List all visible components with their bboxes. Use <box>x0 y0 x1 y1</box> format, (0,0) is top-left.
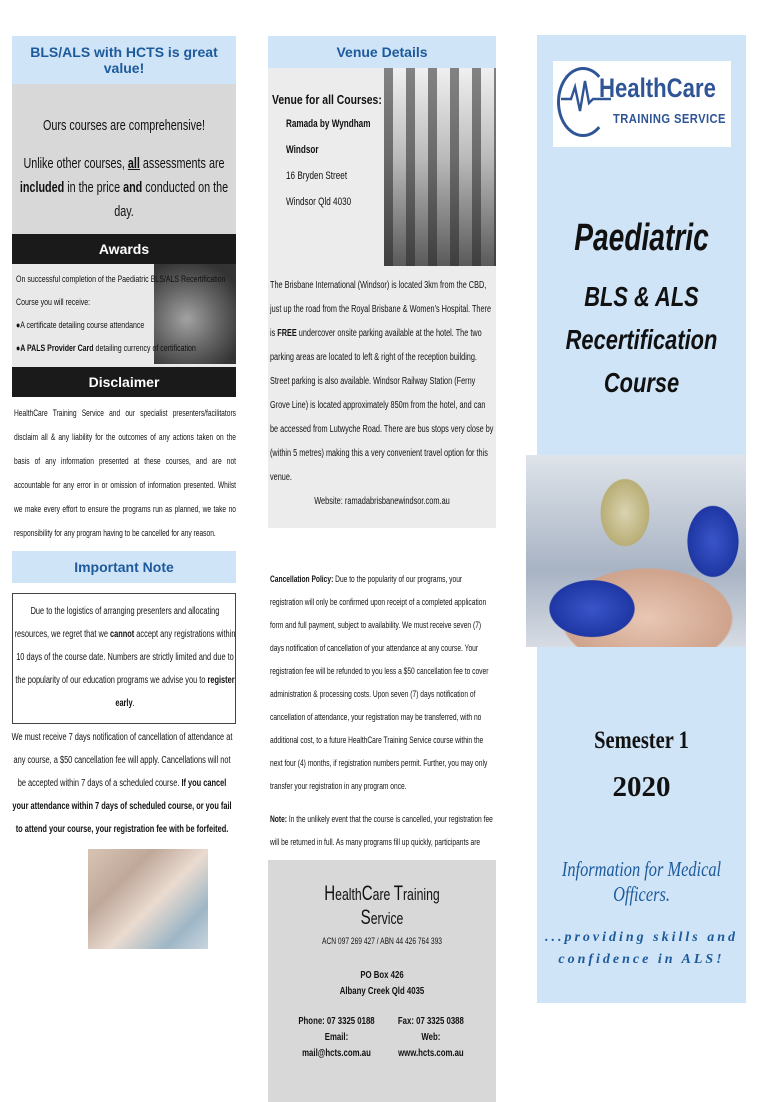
org-text-ervice: ervice <box>370 909 404 928</box>
free-parking: FREE <box>277 328 297 339</box>
assessments-text-2: assessments are <box>139 155 225 172</box>
resuscitation-photo <box>526 455 746 647</box>
org-letter-c: C <box>361 882 373 905</box>
cancellation-policy <box>270 568 496 798</box>
cancellation-text: Due to the popularity of our programs, your registration will only be confirmed upon receipt of a completed application form and full payment, subject to availability. We must receive seven (7) days notification of cancellation of your attendance at any course. Your registration fee will be refunded to you less a $50 cancellation fee to cover administration & processing costs. Upon seven (7) days notification of cancellation of attendance, your registration may be transferred, with no additional cost, to a future HealthCare Training Service course within the next four (4) months, if registration numbers permit. Further, you may only transfer your registration in any program once. <box>270 574 489 791</box>
pals-card-detail: detailing currency of certification <box>93 343 196 353</box>
org-text-raining: raining <box>402 885 440 904</box>
logo-training-service-text: TRAINING SERVICE <box>613 111 726 126</box>
venue-name-line-2: Windsor <box>286 144 319 156</box>
disclaimer-text: HealthCare Training Service and our specialist presenters/facilitators disclaim all & any liability for the outcomes of any actions taken on the basis of any information presented at these courses, and are not accountable for any error in or omission of information presented. Whilst we make every effort to ensure the programs run as planned, we take no responsibility for any program having to be cancelled for any reason. <box>14 408 236 538</box>
contact-left <box>295 1014 379 1062</box>
assessments-and: and <box>123 179 143 196</box>
venue-suburb: Windsor Qld 4030 <box>286 196 352 208</box>
course-subtitle <box>560 275 723 404</box>
phone[interactable]: Phone: 07 3325 0188 <box>298 1016 375 1027</box>
note-paragraph-2-box <box>12 726 236 841</box>
venue-address <box>286 111 404 215</box>
venue-name-line-1: Ramada by Wyndham <box>286 118 371 130</box>
left-panel <box>12 36 236 949</box>
note-text-1: Due to the logistics of arranging presenters and allocating resources, we regret that we <box>14 606 220 640</box>
course-title: Paediatric <box>574 217 709 259</box>
year: 2020 <box>612 771 671 803</box>
important-note-box <box>12 593 236 724</box>
cancellation-note <box>270 808 496 854</box>
assessments-included: included <box>19 179 65 196</box>
comprehensive-box <box>12 84 236 234</box>
right-panel <box>537 35 746 1003</box>
note-label: Note: <box>270 814 288 824</box>
course-subtitle-line-3: Course <box>603 367 680 398</box>
po-box: PO Box 426 <box>360 970 404 981</box>
note-paragraph-2 <box>11 726 233 841</box>
venue-description <box>270 274 495 490</box>
cancellation-section <box>268 568 496 854</box>
contact-details <box>295 1014 470 1062</box>
venue-box <box>268 68 496 268</box>
awards-box <box>12 264 236 367</box>
awards-item-certificate: ●A certificate detailing course attendance <box>16 320 145 330</box>
tagline <box>537 927 746 971</box>
course-subtitle-line-1: BLS & ALS <box>584 281 699 312</box>
note-cannot: cannot <box>109 629 135 640</box>
po-suburb: Albany Creek Qld 4035 <box>339 986 425 997</box>
comprehensive-line: Ours courses are comprehensive! <box>42 117 206 134</box>
venue-website[interactable]: Website: ramadabrisbanewindsor.com.au <box>314 496 450 507</box>
web[interactable]: Web: www.hcts.com.au <box>398 1032 464 1059</box>
awards-item-pals <box>16 337 234 360</box>
acn-abn: ACN 097 269 427 / ABN 44 426 764 393 <box>322 936 442 946</box>
venue-description-box <box>268 268 496 528</box>
organisation-name <box>301 882 462 930</box>
note-forfeit-text: If you cancel your attendance within 7 days of scheduled course, or you fail to attend your course, your registration fee with be forfeited. <box>12 778 232 835</box>
tagline-line-2: confidence in ALS! <box>558 952 725 967</box>
healthcare-logo <box>553 61 731 147</box>
note-paragraph-1 <box>14 600 236 715</box>
baby-photo <box>88 849 208 949</box>
postal-address <box>295 968 470 1000</box>
note-text-2: accept any registrations within 10 days of the course date. Numbers are strictly limited and due to the popularity of our education programs we advise you to <box>15 629 236 686</box>
pals-card-label: ●A PALS Provider Card <box>16 343 94 353</box>
assessments-text-1: Unlike other courses, <box>23 155 128 172</box>
assessments-line <box>17 152 232 224</box>
semester: Semester 1 <box>594 727 689 754</box>
note-cancel-text: We must receive 7 days notification of cancellation of attendance at any course, a $50 cancellation fee will apply. Cancellations will not be accepted within 7 days of a scheduled course. <box>11 732 233 789</box>
venue-description-text-1: The Brisbane International (Windsor) is located 3km from the CBD, just up the road from the Royal Brisbane & Women's Hospital. There is <box>270 280 492 339</box>
venue-heading: Venue Details <box>268 36 496 68</box>
note-text: In the unlikely event that the course is cancelled, your registration fee will be returned in full. As many programs fill up quickly, participants are <box>270 814 493 847</box>
fax: Fax: 07 3325 0388 <box>397 1016 464 1027</box>
note-text-3: . <box>132 698 135 709</box>
org-letter-t: T <box>393 882 403 905</box>
assessments-all: all <box>127 155 140 172</box>
org-text-are: are <box>372 885 394 904</box>
email[interactable]: Email: mail@hcts.com.au <box>302 1032 371 1059</box>
disclaimer-heading: Disclaimer <box>12 367 236 397</box>
disclaimer-box <box>12 397 236 551</box>
tagline-line-1: ...providing skills and <box>544 930 739 945</box>
logo-healthcare-text: HealthCare <box>599 73 716 103</box>
note-register-early: register early <box>115 675 235 709</box>
awards-heading: Awards <box>12 234 236 264</box>
contact-block <box>268 860 496 1102</box>
assessments-text-3: in the price <box>64 179 124 196</box>
venue-title: Venue for all Courses: <box>272 92 382 107</box>
awards-intro: On successful completion of the Paediatric BLS/ALS Recertification Course you will receive: <box>16 274 226 307</box>
contact-right <box>392 1014 469 1062</box>
audience-line: Information for Medical Officers. <box>561 857 722 906</box>
venue-street: 16 Bryden Street <box>286 170 348 182</box>
org-text-ealth: ealth <box>335 885 362 904</box>
assessments-text-4: conducted on the day. <box>114 179 229 220</box>
org-letter-s: S <box>360 906 371 929</box>
course-subtitle-line-2: Recertification <box>565 324 718 355</box>
cancellation-label: Cancellation Policy: <box>270 574 334 584</box>
value-heading: BLS/ALS with HCTS is great value! <box>12 36 236 84</box>
middle-panel <box>268 36 496 1102</box>
org-letter-h: H <box>324 882 336 905</box>
venue-description-text-2: undercover onsite parking available at the hotel. The two parking areas are located to left & right of the reception building. Street parking is also available. Windsor Railway Station (Ferny Grove Line) is located approximately 850m from the hotel, and can be accessed from Lutwyche Road. There are bus stops very close by (within 5 metres) making this a very convenient travel option for this venue. <box>270 328 494 483</box>
important-note-heading: Important Note <box>12 551 236 583</box>
